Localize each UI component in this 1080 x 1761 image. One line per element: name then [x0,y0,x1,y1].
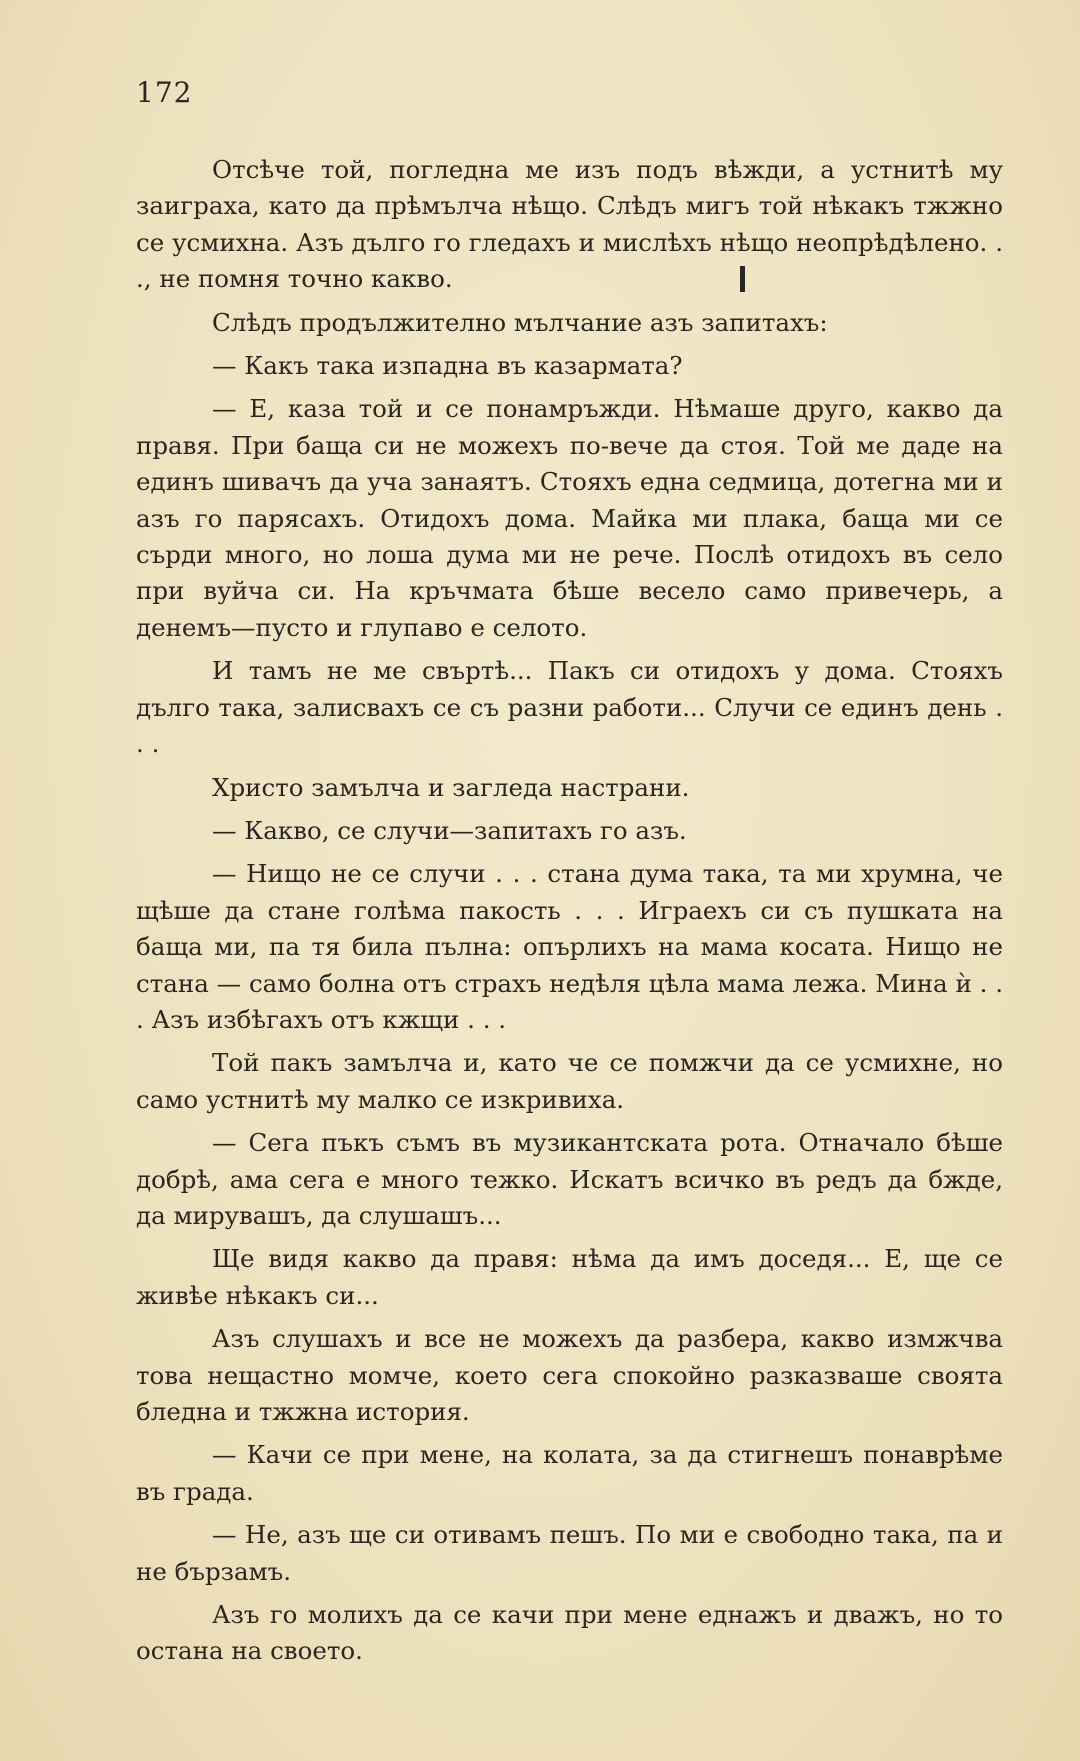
paragraph: Азъ го молихъ да се качи при мене еднажъ и дважъ, но то остана на своето. [136,1600,1003,1666]
paragraph: Христо замълча и загледа настрани. [212,772,690,802]
paragraph: — Какво, се случи—запитахъ го азъ. [212,815,687,845]
paragraph: — Е, каза той и се понамръжди. Нѣмаше друго, какво да правя. При баща си не можехъ по-вече да стоя. Той ме даде на единъ шивачъ да уча занаятъ. Стояхъ една седмица, дотегна ми и азъ го парясахъ. Отидохъ дома. Майка ми плака, баща ми се сърди много, но лоша дума ми не рече. Послѣ отидохъ въ село при вуйча си. На кръчмата бѣше весело само привечерь, а денемъ—пусто и глупаво е селото. [136,394,1003,642]
paragraph: — Нищо не се случи . . . стана дума така, та ми хрумна, че щѣше да стане голѣма пакость . . . Играехъ си съ пушката на баща ми, па тя била пълна: опърлихъ на мама косата. Нищо не стана — само болна отъ страхъ недѣля цѣла мама лежа. Мина ѝ . . . Азъ избѣгахъ отъ кжщи . . . [136,859,1003,1034]
paragraph: Азъ слушахъ и все не можехъ да разбера, какво измжчва това нещастно момче, което сега спокойно разказваше своята бледна и тжжна история. [136,1324,1003,1426]
paragraph: — Качи се при мене, на колата, за да стигнешъ понаврѣме въ града. [136,1440,1003,1506]
paragraph: И тамъ не ме свъртѣ... Пакъ си отидохъ у дома. Стояхъ дълго така, залисвахъ се съ разни работи... Случи се единъ день . . . [136,656,1003,759]
page-number: 172 [136,76,193,109]
paragraph: Той пакъ замълча и, като че се помжчи да се усмихне, но само устнитѣ му малко се изкривиха. [136,1048,1003,1114]
paragraph: — Не, азъ ще си отивамъ пешъ. По ми е свободно така, па и не бързамъ. [136,1520,1003,1586]
paragraph: Ще видя какво да правя: нѣма да имъ доседя... Е, ще се живѣе нѣкакъ си... [136,1244,1003,1310]
paragraph: Слѣдъ продължително мълчание азъ запитахъ: [212,307,828,337]
paragraph: — Какъ така изпадна въ казармата? [212,351,683,381]
body-text [136,152,1003,1677]
paragraph: — Сега пъкъ съмъ въ музикантската рота. Отначало бѣше добрѣ, ама сега е много тежко. Искатъ всичко въ редъ да бжде, да мирувашъ, да слушашъ... [136,1128,1003,1230]
paragraph: Отсѣче той, погледна ме изъ подъ вѣжди, а устнитѣ му заиграха, като да прѣмълча нѣщо. Слѣдъ мигъ той нѣкакъ тжжно се усмихна. Азъ дълго го гледахъ и мислѣхъ нѣщо неопрѣдѣлено. . ., не помня точно какво. [136,155,1003,294]
